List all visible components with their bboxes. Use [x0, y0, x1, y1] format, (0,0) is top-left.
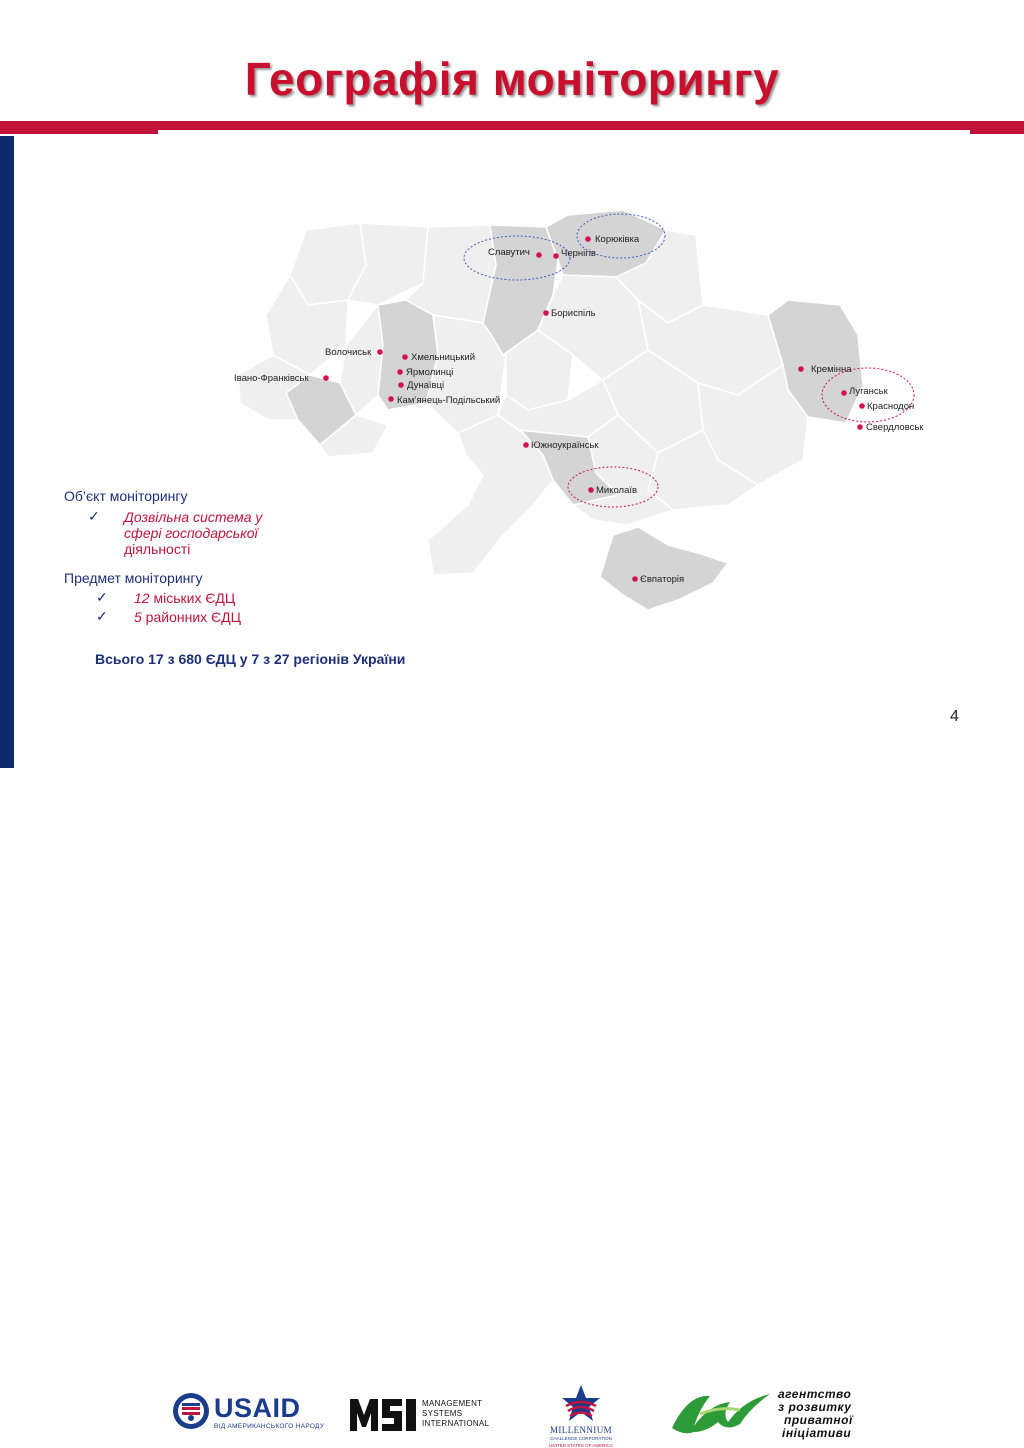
label-koriukivka: Корюківка [595, 234, 640, 245]
subject-item-1-number: 12 [134, 590, 150, 606]
header-rule-gap [158, 130, 970, 134]
slide-title: Географія моніторингу [244, 53, 780, 105]
left-accent-bar [0, 136, 14, 768]
mcc-subtitle: CHALLENGE CORPORATION [550, 1436, 612, 1441]
check-icon: ✓ [96, 589, 108, 605]
dot-yuzhnoukrainsk [523, 442, 529, 448]
label-slavutych: Славутич [488, 247, 530, 258]
msi-line2: SYSTEMS [422, 1409, 463, 1418]
subject-item-1 [134, 590, 235, 606]
dot-khmelnytskyi [402, 354, 408, 360]
dot-yevpatoriia [632, 576, 638, 582]
label-yevpatoriia: Євпаторія [640, 574, 685, 585]
dot-volochysk [377, 349, 383, 355]
label-sverdlovsk: Свердловськ [866, 422, 924, 433]
check-icon: ✓ [96, 608, 108, 624]
mcc-star-icon [558, 1384, 604, 1424]
label-krasnodon: Краснодон [867, 401, 915, 412]
ukraine-map-svg [228, 205, 948, 635]
label-kamianets: Кам’янець-Подільський [397, 395, 501, 406]
usaid-wordmark: USAID [214, 1393, 301, 1423]
region-crimea [600, 527, 728, 610]
label-luhansk: Луганськ [849, 386, 888, 397]
agency-line4: ініціативи [782, 1426, 852, 1440]
msi-line1: MANAGEMENT [422, 1399, 483, 1408]
dot-luhansk [841, 390, 847, 396]
label-boryspil: Бориспіль [551, 308, 596, 319]
dot-koriukivka [585, 236, 591, 242]
total-summary: Всього 17 з 680 ЄДЦ у 7 з 27 регіонів України [95, 651, 406, 667]
subject-item-2-text: районних ЄДЦ [141, 609, 241, 625]
object-heading: Об’єкт моніторингу [64, 488, 188, 504]
dot-krasnodon [859, 403, 865, 409]
agency-name [778, 1388, 853, 1440]
dot-ivano-frankivsk [323, 375, 329, 381]
agency-line2: з розвитку [778, 1400, 852, 1414]
usaid-seal-icon [172, 1392, 210, 1430]
page-number: 4 [950, 708, 959, 725]
dot-yarmolyntsi [397, 369, 403, 375]
dot-kamianets [388, 396, 394, 402]
subject-item-2 [134, 609, 241, 625]
dot-sverdlovsk [857, 424, 863, 430]
object-item-line2: сфері господарської [124, 525, 258, 541]
mcc-name: MILLENNIUM [550, 1425, 612, 1435]
label-ivano-frankivsk: Івано-Франківськ [234, 373, 309, 384]
subject-item-2-number: 5 [134, 609, 142, 625]
ukraine-map [228, 205, 948, 640]
agency-line3: приватної [784, 1413, 853, 1427]
dot-mykolaiv [588, 487, 594, 493]
label-mykolaiv: Миколаїв [596, 485, 638, 496]
subject-heading: Предмет моніторингу [64, 570, 203, 586]
usaid-tagline: ВІД АМЕРИКАНСЬКОГО НАРОДУ [214, 1423, 325, 1430]
msi-logo-icon [350, 1397, 420, 1431]
label-volochysk: Волочиськ [325, 347, 372, 358]
agency-swoosh-icon [670, 1386, 774, 1436]
msi-line3: INTERNATIONAL [422, 1419, 490, 1428]
label-yarmolyntsi: Ярмолинці [406, 367, 454, 378]
dot-dunaivtsi [398, 382, 404, 388]
partner-logos [0, 690, 1024, 1448]
msi-name [422, 1399, 489, 1429]
label-dunaivtsi: Дунаївці [407, 380, 445, 391]
label-yuzhnoukrainsk: Южноукраїнськ [531, 440, 599, 451]
subject-item-1-text: міських ЄДЦ [149, 590, 236, 606]
agency-line1: агентство [778, 1387, 852, 1401]
dot-boryspil [543, 310, 549, 316]
mcc-country: UNITED STATES OF AMERICA [549, 1443, 613, 1448]
dot-slavutych [536, 252, 542, 258]
label-chernihiv: Чернігів [561, 248, 596, 259]
label-khmelnytskyi: Хмельницький [411, 352, 476, 363]
object-item-line1: Дозвільна система у [124, 509, 263, 525]
check-icon: ✓ [88, 508, 100, 524]
object-item-line3: діяльності [124, 541, 191, 557]
dot-chernihiv [553, 253, 559, 259]
dot-kreminna [798, 366, 804, 372]
label-kreminna: Кремінна [811, 364, 852, 375]
